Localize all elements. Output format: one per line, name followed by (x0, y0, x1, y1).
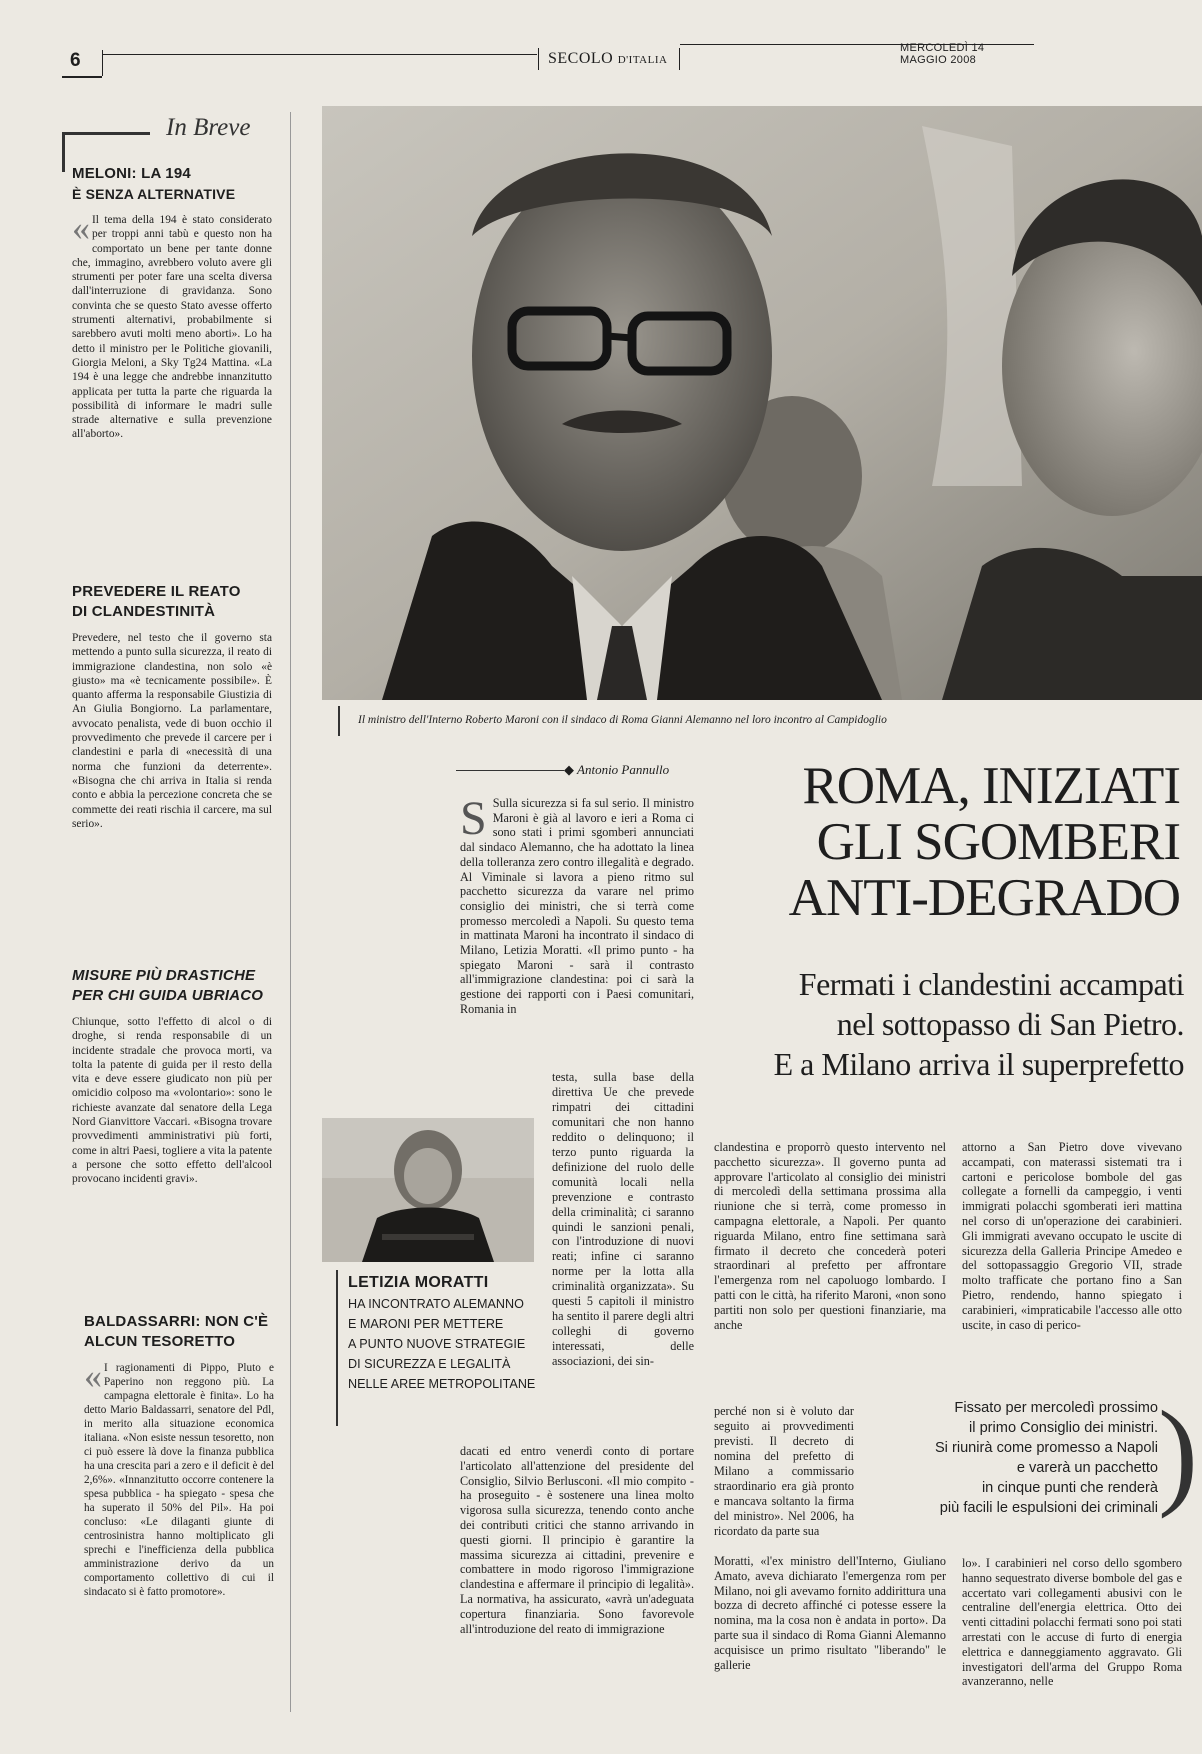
moratti-text-line: DI SICUREZZA E LEGALITÀ (348, 1357, 511, 1371)
article-col3-bottom: lo». I carabinieri nel corso dello sgombero hanno sequestrato diverse bombole del gas e accertato vari collegamenti abusivi con le centraline dell'energia elettrica. Otto dei venti cittadini polacchi fermati sono poi stati arrestati con le accuse di furto di energia elettrica e danneggiamento aggravato. Gli investigatori dell'arma del Gruppo Roma avanzeranno, nelle (962, 1556, 1182, 1689)
pullquote-line: e varerà un pacchetto (1016, 1460, 1158, 1476)
moratti-text-line: NELLE AREE METROPOLITANE (348, 1377, 536, 1391)
article-col2-narrow: perché non si è voluto dar seguito ai provvedimenti previsti. Il decreto di nomina del prefetto di Milano a commissario straordinario era già pronto e mancava soltanto la firma del ministro». Nel 2006, ha ricordato da parte sua (714, 1404, 854, 1538)
brief-title-line: ALCUN TESORETTO (84, 1333, 236, 1350)
moratti-box-bar (336, 1270, 338, 1426)
brief-vaccari (72, 966, 272, 1187)
pullquote-bracket-icon: ) (1158, 1386, 1198, 1519)
moratti-text (348, 1294, 544, 1394)
brief-text: Chiunque, sotto l'effetto di alcol o di droghe, si renda responsabile di un incidente stradale che provoca morti, va tolta la patente di guida per il resto della vita e deve essere giudicato non più per omicidio colposo ma «volontario»: sono le richieste avanzate dal senatore della Lega Nord Gianvittore Vaccari. «Bisogna trovare provvedimenti amministrativi più forti, come in altri Paesi, togliere a vita la patente a persone che sotto effetto dell'alcool provocano incidenti gravi». (72, 1016, 272, 1186)
brief-body: I ragionamenti di Pippo, Pluto e Paperino non reggono più. La campagna elettorale è finita». Lo ha detto Mario Baldassarri, senatore del Pdl, in merito alla situazione economica italiana. «Non esiste nessun tesoretto, non ci può essere là dove la finanza pubblica ha una crescita pari a zero e il deficit è del 2,6%». «Innanzitutto occorre contenere la spesa pubblica - ha spiegato - spesa che ha superato il 50% del Pil». Ha poi concluso: «Le dilaganti giunte di centrosinistra hanno moltiplicato gli sprechi e l'inefficienza della pubblica amministrazione derivo da un comportamento collettivo di cui il sindacato si è fatto promotore». (84, 1362, 274, 1598)
photo-moratti (322, 1118, 534, 1262)
masthead-bar-left (538, 48, 539, 70)
photo-maroni-alemanno (322, 106, 1202, 700)
dropcap: S (460, 792, 487, 845)
headline-line: ANTI-DEGRADO (788, 869, 1180, 927)
brief-title-line: DI CLANDESTINITÀ (72, 603, 216, 620)
headline (700, 758, 1180, 926)
article-col2-top: clandestina e proporrò questo intervento nel pacchetto sicurezza». Il governo punta ad approvare l'articolato al consiglio dei ministri di mercoledì della settimana prossima alla riunione che si terrà, come promesso in campagna elettorale, a Napoli. Per quanto riguarda Milano, entro fine settimana sarà firmato il decreto che concederà poteri straordinari al prefetto per affrontare l'emergenza rom nel capoluogo lombardo. I patti con le città, ha riferito Maroni, «non sono partiti non solo per questioni finanziarie, ma anche (714, 1140, 946, 1332)
headline-line: ROMA, INIZIATI (802, 757, 1180, 815)
quote-mark-icon: « (72, 208, 90, 248)
brief-title-line: PREVEDERE IL REATO (72, 583, 241, 600)
brief-baldassarri (84, 1312, 274, 1599)
issue-date: MERCOLEDÌ 14 MAGGIO 2008 (900, 42, 985, 66)
article-text: Sulla sicurezza si fa sul serio. Il ministro Maroni è già al lavoro e ieri a Roma ci sono stati i primi sgomberi annunciati dal sindaco Alemanno, che ha adottato la linea della tolleranza zero contro illegalità e degrado. Al Viminale si lavora a pieno ritmo sul pacchetto sicurezza da varare nel primo consiglio dei ministri, che si terrà come promesso mercoledì a Napoli. Su questo tema in mattinata Maroni ha incontrato il sindaco di Milano, Letizia Moratti. «Il primo punto - ha spiegato Maroni - sarà il contrasto all'immigrazione clandestina: poi ci sarà la gestione dei rapporti con i Paesi comunitari, Romania in (460, 796, 694, 1016)
brief-title-line: BALDASSARRI: NON C'È (84, 1313, 269, 1330)
quote-mark-icon: « (84, 1356, 102, 1396)
pullquote-line: in cinque punti che renderà (981, 1480, 1158, 1496)
byline-name: Antonio Pannullo (577, 762, 670, 777)
brief-title-line: PER CHI GUIDA UBRIACO (72, 987, 264, 1004)
brief-body: Il tema della 194 è stato considerato per troppi anni tabù e questo non ha comportato un bene per tante donne che, immagino, avrebbero voluto avere gli strumenti per poter fare una scelta diversa dall'interruzione di gravidanza. Sono convinta che se questo Stato avesse offerto strumenti alternativi, probabilmente si sarebbero avuti molti meno aborti». Lo ha detto il ministro per le Politiche giovanili, Giorgia Meloni, a Sky Tg24 Mattina. «La 194 è una legge che andrebbe innanzitutto applicata per tutta la parte che riguarda la possibilità di informare le madri sulle strade alternative e sulla prevenzione all'aborto». (72, 214, 272, 441)
masthead-main: SECOLO (548, 50, 614, 67)
brief-text (84, 1356, 274, 1599)
brief-title (72, 164, 272, 204)
brief-text (72, 208, 272, 442)
moratti-photo (322, 1118, 534, 1262)
pullquote-line: Si riunirà come promesso a Napoli (934, 1440, 1158, 1456)
brief-bongiorno (72, 582, 272, 831)
sidebar-bracket-top (62, 132, 150, 135)
masthead (548, 50, 667, 68)
moratti-text-line: E MARONI PER METTERE (348, 1317, 504, 1331)
byline-rule (456, 770, 564, 771)
brief-text: Prevedere, nel testo che il governo sta mettendo a punto sulla sicurezza, il reato di immigrazione clandestina, non solo «è giusto» ma «è tecnicamente possibile». È quanto afferma la responsabile Giustizia di An Giulia Bongiorno. La parlamentare, avvocato penalista, vede di buon occhio il provvedimento che prevede il carcere per i clandestini e parla di «necessità di una norma che funzioni da deterrente». «Bisogna che chi arriva in Italia si renda conto e abbia la percezione concreta che se commette dei reati rischia il carcere, ma sul serio». (72, 632, 272, 830)
header-rule-left (62, 76, 102, 78)
page-header (62, 42, 1034, 78)
pullquote-line: Fissato per mercoledì prossimo (954, 1400, 1158, 1416)
subhead-line: nel sottopasso di San Pietro. (836, 1006, 1184, 1042)
byline (564, 762, 669, 778)
moratti-box (348, 1274, 544, 1394)
brief-title (72, 582, 272, 622)
article-col1-bottom: dacati ed entro venerdì conto di portare l'articolato all'attenzione del presidente del Consiglio, Silvio Berlusconi. «Il mio compito - ha proseguito - è sostenere una linea molto vigorosa sulla sicurezza, tenendo conto anche dei contributi critici che stanno arrivando in questi giorni. Il principio è garantire la massima sicurezza ai cittadini, prevenire e combattere in modo rigoroso l'immigrazione clandestina e affermare il principio di legalità». La normativa, ha assicurato, «avrà un'adeguata copertura finanziaria. Sono favorevole all'introduzione del reato di immigrazione (460, 1444, 694, 1636)
caption-bar (338, 706, 340, 736)
article-col1-top (460, 792, 694, 1017)
pullquote-line: il primo Consiglio dei ministri. (969, 1420, 1158, 1436)
moratti-text-line: A PUNTO NUOVE STRATEGIE (348, 1337, 526, 1351)
header-rule-mid (102, 54, 537, 55)
subhead-line: E a Milano arriva il superprefetto (773, 1046, 1184, 1082)
article-col3-top: attorno a San Pietro dove vivevano accampati, con materassi sistemati tra i cartoni e pericolose bombole del gas collegate a fornelli da campeggio, i venti immigrati polacchi sgomberati ieri mattina nel corso di un'operazione dei carabinieri. Gli immigrati avevano occupato le uscite di sicurezza della Galleria Principe Amedeo e del sottopassaggio Gregorio VII, strade molto trafficate che portano fino a San Pietro, rendendo, hanno spiegato i carabinieri, «impraticabile l'accesso alle otto uscite, in caso di perico- (962, 1140, 1182, 1332)
subheadline (690, 964, 1184, 1084)
byline-diamond-icon: ◆ (564, 762, 578, 777)
column-rule (290, 112, 291, 1712)
moratti-text-line: HA INCONTRATO ALEMANNO (348, 1297, 524, 1311)
brief-title (72, 966, 272, 1006)
article-col1-side: testa, sulla base della direttiva Ue che prevede rimpatri dei cittadini comunitari che non hanno reddito o delinquono; il terzo punto riguarda la definizione del ruolo delle comunità locali nella prevenzione e contrasto della criminalità; ci saranno quindi le sanzioni penali, con l'introduzione di nuovi reati; infine ci saranno norme per la lotta alla criminalità organizzata». Su questi 5 capitoli il ministro ha sentito il parere degli altri colleghi di governo interessati, delle associazioni, dei sin- (552, 1070, 694, 1369)
main-photo (322, 106, 1202, 700)
sidebar-label: In Breve (166, 114, 251, 141)
moratti-name: LETIZIA MORATTI (348, 1274, 489, 1291)
masthead-sub: D'ITALIA (617, 54, 668, 66)
article-col2-bottom: Moratti, «l'ex ministro dell'Interno, Giuliano Amato, aveva dichiarato l'emergenza rom per Milano, noi gli avevamo fornito addirittura una bozza di decreto affinché ci potesse essere la nomina, ma la cosa non è andata in porto». Da parte sua il sindaco di Roma Gianni Alemanno acquisisce un primo risultato "liberando" le gallerie (714, 1554, 946, 1672)
brief-title (84, 1312, 274, 1352)
brief-title-line: MISURE PIÙ DRASTICHE (72, 967, 256, 984)
brief-meloni (72, 164, 272, 442)
headline-line: GLI SGOMBERI (816, 813, 1180, 871)
photo-caption: Il ministro dell'Interno Roberto Maroni con il sindaco di Roma Gianni Alemanno nel loro incontro al Campidoglio (358, 714, 887, 726)
masthead-bar-right (679, 48, 680, 70)
pullquote (868, 1398, 1158, 1518)
pullquote-line: più facili le espulsioni dei criminali (939, 1500, 1158, 1516)
page-number: 6 (70, 50, 81, 71)
sidebar-bracket (62, 132, 65, 172)
subhead-line: Fermati i clandestini accampati (798, 966, 1184, 1002)
brief-title-line: È SENZA ALTERNATIVE (72, 186, 236, 202)
brief-title-line: MELONI: LA 194 (72, 165, 191, 182)
